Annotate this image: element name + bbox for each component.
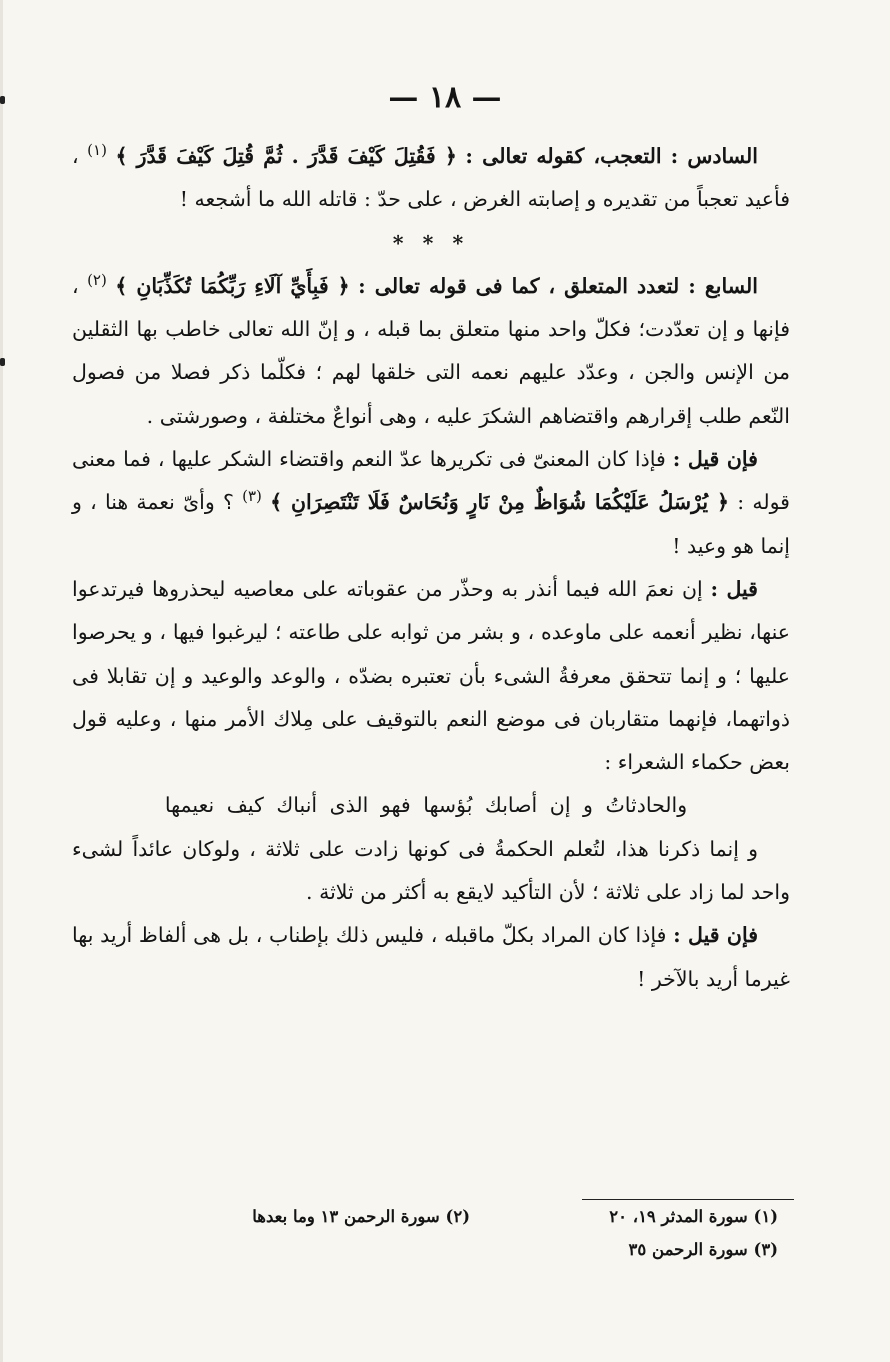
poetry-verse: والحادثاتُ و إن أصابك بُؤسها فهو الذى أنباك كيف نعيمها	[164, 793, 688, 818]
footnote-ref: (١)	[87, 141, 107, 160]
footnote-2: (٢) سورة الرحمن ١٣ وما بعدها	[252, 1207, 470, 1226]
paragraph-label: السابع : لتعدد المتعلق ، كما فى قوله تعالى :	[358, 273, 758, 298]
paragraph-label: قيل :	[710, 576, 758, 601]
paragraph-text: ، فإنها و إن تعدّدت؛ فكلّ واحد منها متعلق بما قبله ، و إنّ الله تعالى خاطب بها الثقلين من الإنس والجن ، وعدّد عليهم نعمه التى خلقها لهم ؛ فكلّما ذكر فصلا من فصول النّعم طلب إقرارهم واقتضاهم الشكرَ عليه ، وهى أنواعٌ مختلفة ، وصورشتى .	[72, 273, 790, 428]
footnote-rule	[582, 1199, 794, 1200]
paragraph-seventh	[72, 265, 790, 438]
quran-verse: ﴿ فَقُتِلَ كَيْفَ قَدَّرَ . ثُمَّ قُتِلَ كَيْفَ قَدَّرَ ﴾	[115, 144, 457, 168]
paragraph-label: فإن قيل :	[673, 923, 759, 948]
paragraph-text: إن نعمَ الله فيما أنذر به وحذّر من عقوباته على معاصيه ليحذروها فيرتدعوا عنها، نظير أنعمه على ماوعده ، و بشر من ثوابه على طاعته ؛ ليرغبوا فيها ، و يحرصوا عليها ؛ و إنما تتحقق معرفةُ الشىء بأن تعتبره بضدّه ، والوعد والوعيد و إن تقابلا فى ذواتهما، فإنهما متقاربان فى موضع النعم بالتوقيف على مِلاك الأمر منها ، وعليه قول بعض حكماء الشعراء :	[72, 576, 790, 775]
footnote-1: (١) سورة المدثر ١٩، ٢٠	[609, 1207, 778, 1226]
section-separator: * * *	[392, 230, 470, 255]
paragraph-text: فإذا كان المعنىّ فى تكريرها عدّ النعم واقتضاء الشكر عليها ، فما معنى قوله :	[72, 447, 790, 515]
paragraph-final-question	[72, 914, 790, 1001]
paragraph-answer	[72, 568, 790, 784]
page-number: — ١٨ —	[388, 80, 502, 115]
paragraph-explanation: و إنما ذكرنا هذا، لتُعلم الحكمةُ فى كونها زادت على ثلاثة ، ولوكان عائداً لشىء واحد لما زاد على ثلاثة ؛ لأن التأكيد لايقع به أكثر من ثلاثة .	[72, 836, 790, 905]
quran-verse: ﴿ فَبِأَيِّ آلَاءِ رَبِّكُمَا تُكَذِّبَانِ ﴾	[115, 273, 350, 298]
footnote-ref: (٢)	[87, 271, 107, 290]
paragraph-text: ، فأعيد تعجباً من تقديره و إصابته الغرض ، على حدّ : قاتله الله ما أشجعه !	[72, 144, 790, 212]
paragraph-label: السادس : التعجب، كقوله تعالى :	[465, 144, 758, 168]
paragraph-text: فإذا كان المراد بكلّ ماقبله ، فليس ذلك بإطناب ، بل هى ألفاظ أريد بها غيرما أريد بالآخر !	[72, 923, 790, 991]
quran-verse: ﴿ يُرْسَلُ عَلَيْكُمَا شُوَاظٌ مِنْ نَارٍ وَنُحَاسٌ فَلَا تَنْتَصِرَانِ ﴾	[270, 490, 729, 515]
footnote-ref: (٣)	[242, 487, 262, 506]
paragraph-label: فإن قيل :	[672, 447, 758, 472]
paragraph-text: ؟ وأىّ نعمة هنا ، و إنما هو وعيد !	[72, 490, 790, 558]
scan-mark	[0, 358, 5, 366]
paragraph-sixth	[72, 135, 790, 222]
page-edge	[0, 0, 3, 1362]
footnote-3: (٣) سورة الرحمن ٣٥	[628, 1240, 778, 1259]
main-text	[72, 135, 790, 1001]
paragraph-question	[72, 438, 790, 568]
